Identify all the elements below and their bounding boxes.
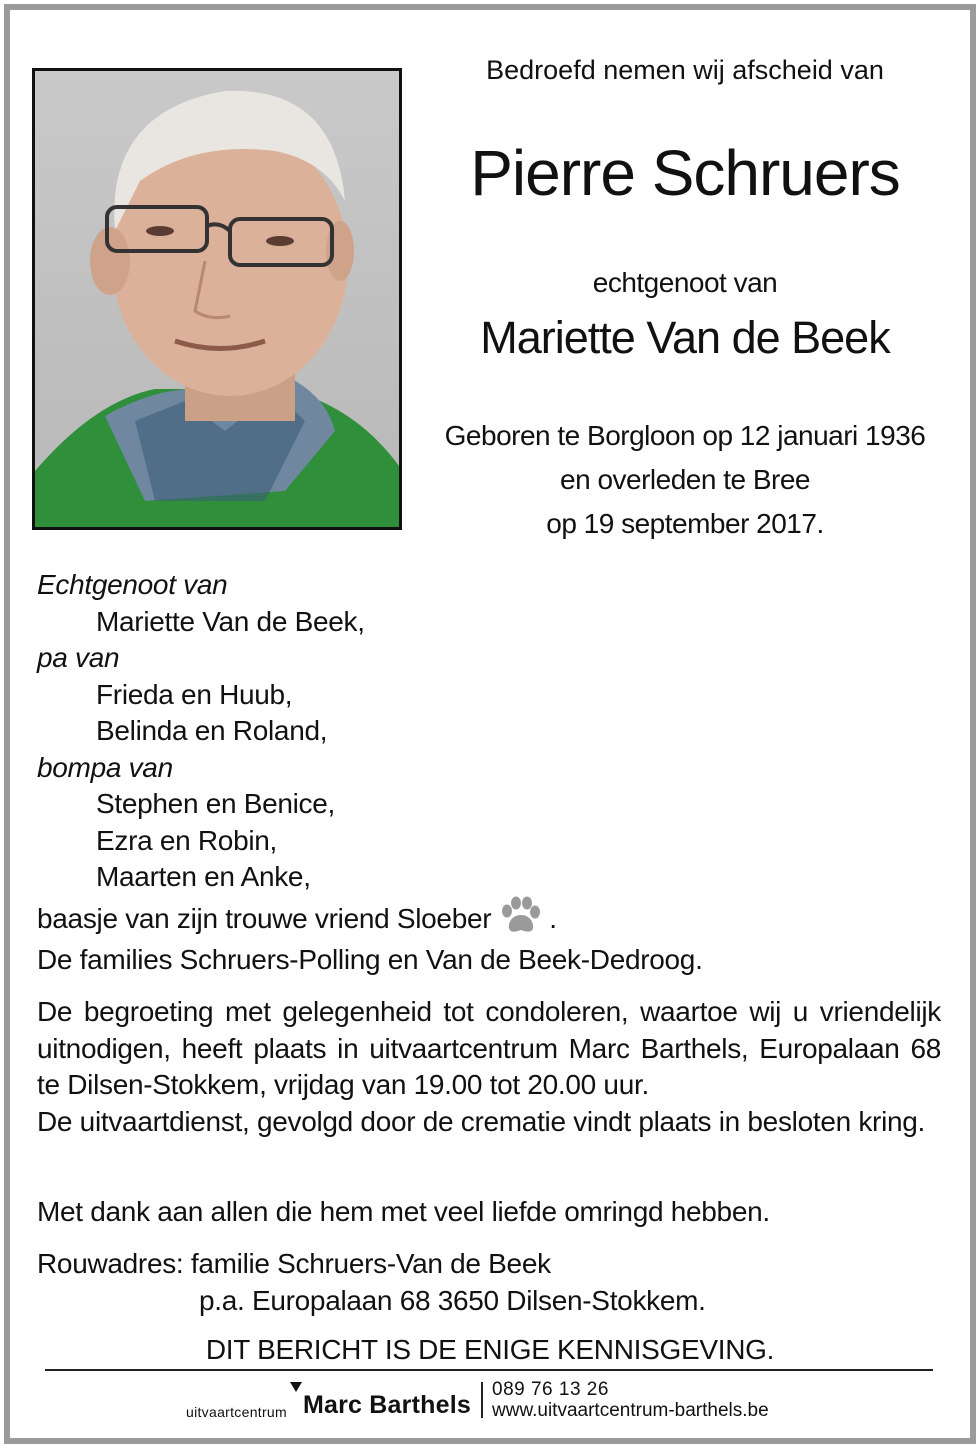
- death-place-line: en overleden te Bree: [560, 464, 810, 495]
- ceremony-info: [37, 994, 941, 1140]
- funeral-paragraph: De uitvaartdienst, gevolgd door de crematie vindt plaats in besloten kring.: [37, 1105, 926, 1137]
- birth-line: Geboren te Borgloon op 12 januari 1936: [444, 420, 926, 451]
- footer-separator: [481, 1382, 483, 1418]
- list-item: Frieda en Huub,: [96, 678, 293, 710]
- family-list: [37, 567, 941, 945]
- relation-label: Echtgenoot van: [37, 569, 228, 600]
- death-date-line: op 19 september 2017.: [546, 508, 824, 539]
- paw-print-icon: [499, 896, 543, 946]
- address-line: Rouwadres: familie Schruers-Van de Beek: [37, 1248, 551, 1279]
- list-item: Mariette Van de Beek,: [96, 605, 365, 637]
- list-item: Belinda en Roland,: [96, 715, 328, 746]
- spouse-label: echtgenoot van: [592, 267, 778, 298]
- pet-text: baasje van zijn trouwe vriend Sloeber: [37, 902, 492, 934]
- funeral-home-footer: [0, 1376, 980, 1424]
- families-line: De families Schruers-Polling en Van de Beek-Dedroog.: [37, 944, 703, 975]
- divider: [45, 1369, 933, 1371]
- life-dates: [420, 414, 950, 546]
- spouse-name: Mariette Van de Beek: [480, 312, 890, 363]
- list-item: Stephen en Benice,: [96, 788, 336, 819]
- portrait-photo: [32, 68, 402, 530]
- footer-label: uitvaartcentrum: [186, 1404, 287, 1420]
- list-item: Ezra en Robin,: [96, 824, 278, 856]
- notice-line: DIT BERICHT IS DE ENIGE KENNISGEVING.: [205, 1334, 775, 1365]
- thanks-line: Met dank aan allen die hem met veel liefde omringd hebben.: [37, 1196, 770, 1227]
- visitation-paragraph: De begroeting met gelegenheid tot condoleren, waartoe wij u vriendelijk uitnodigen, heeft plaats in uitvaartcentrum Marc Barthels, Europalaan 68 te Dilsen-Stokkem, vrijdag van 19.00 tot 20.00 uur.: [37, 996, 941, 1100]
- footer-phone: 089 76 13 26: [492, 1379, 609, 1400]
- list-item: Maarten en Anke,: [96, 861, 311, 892]
- relation-label: bompa van: [37, 751, 173, 783]
- logo-marker-icon: [290, 1382, 302, 1392]
- pet-period: .: [549, 902, 557, 934]
- deceased-name: Pierre Schruers: [470, 137, 900, 209]
- address-line: p.a. Europalaan 68 3650 Dilsen-Stokkem.: [199, 1284, 706, 1316]
- pet-line: [37, 896, 941, 946]
- footer-website: www.uitvaartcentrum-barthels.be: [492, 1400, 769, 1421]
- relation-label: pa van: [37, 642, 120, 673]
- intro-text: Bedroefd nemen wij afscheid van: [486, 55, 884, 85]
- mourning-address: [37, 1246, 941, 1319]
- footer-brand: Marc Barthels: [303, 1391, 471, 1419]
